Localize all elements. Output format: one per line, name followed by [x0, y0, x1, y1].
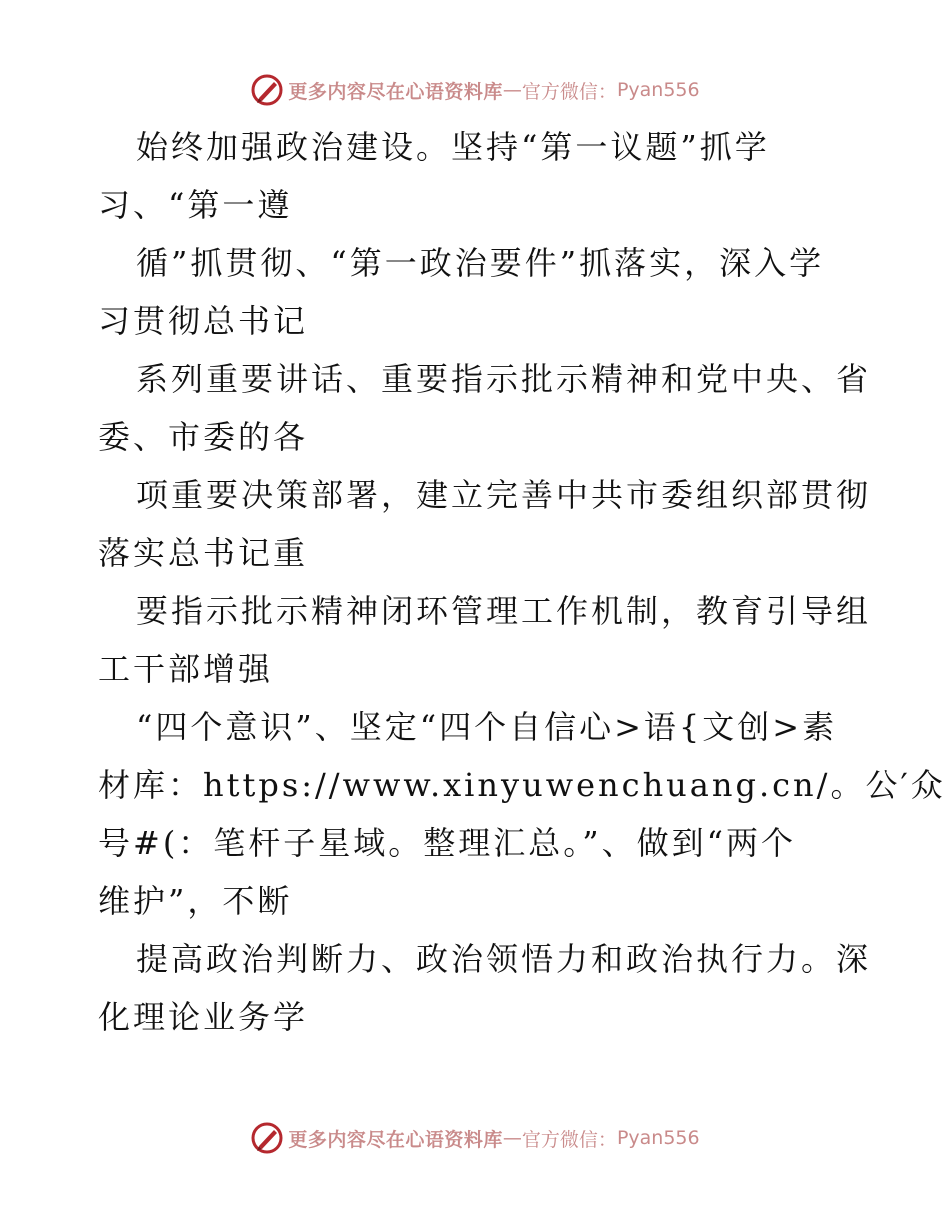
body-line: “四个意识”、坚定“四个自信心>语{文创>素: [136, 708, 838, 746]
header-wechat-label: 官方微信：: [521, 80, 617, 103]
body-line: 习贯彻总书记: [98, 302, 309, 340]
body-line: 工干部增强: [98, 650, 274, 688]
document-body: [98, 118, 946, 1046]
body-line: 循”抓贯彻、“第一政治要件”抓落实，深入学: [136, 244, 825, 282]
body-line: 委、市委的各: [98, 418, 309, 456]
pen-seal-icon: [250, 1121, 284, 1155]
body-line: 号#(：笔杆子星域。整理汇总。”、做到“两个: [98, 824, 797, 862]
footer-banner: [0, 1118, 950, 1158]
footer-wechat-id: Pyan556: [616, 1127, 700, 1149]
footer-wechat-label: 官方微信：: [521, 1128, 617, 1151]
header-banner: [0, 70, 950, 110]
body-line: 提高政治判断力、政治领悟力和政治执行力。深: [136, 940, 872, 978]
body-line: 化理论业务学: [98, 998, 309, 1036]
body-line: 落实总书记重: [98, 534, 309, 572]
header-separator: —: [502, 79, 522, 101]
footer-brand-text: 更多内容尽在心语资料库: [288, 1128, 503, 1151]
header-wechat-id: Pyan556: [616, 79, 700, 101]
header-brand-text: 更多内容尽在心语资料库: [288, 80, 503, 103]
footer-separator: —: [502, 1127, 522, 1149]
body-line: 始终加强政治建设。坚持“第一议题”抓学: [136, 128, 770, 166]
body-line: 项重要决策部署，建立完善中共市委组织部贯彻: [136, 476, 872, 514]
body-line: 习、“第一遵: [98, 186, 293, 224]
body-line: 系列重要讲话、重要指示批示精神和党中央、省: [136, 360, 872, 398]
pen-seal-icon: [250, 73, 284, 107]
body-line: 维护”，不断: [98, 882, 293, 920]
body-line: 材库：https://www.xinyuwenchuang.cn/。公′众: [98, 766, 946, 804]
body-line: 要指示批示精神闭环管理工作机制，教育引导组: [136, 592, 872, 630]
